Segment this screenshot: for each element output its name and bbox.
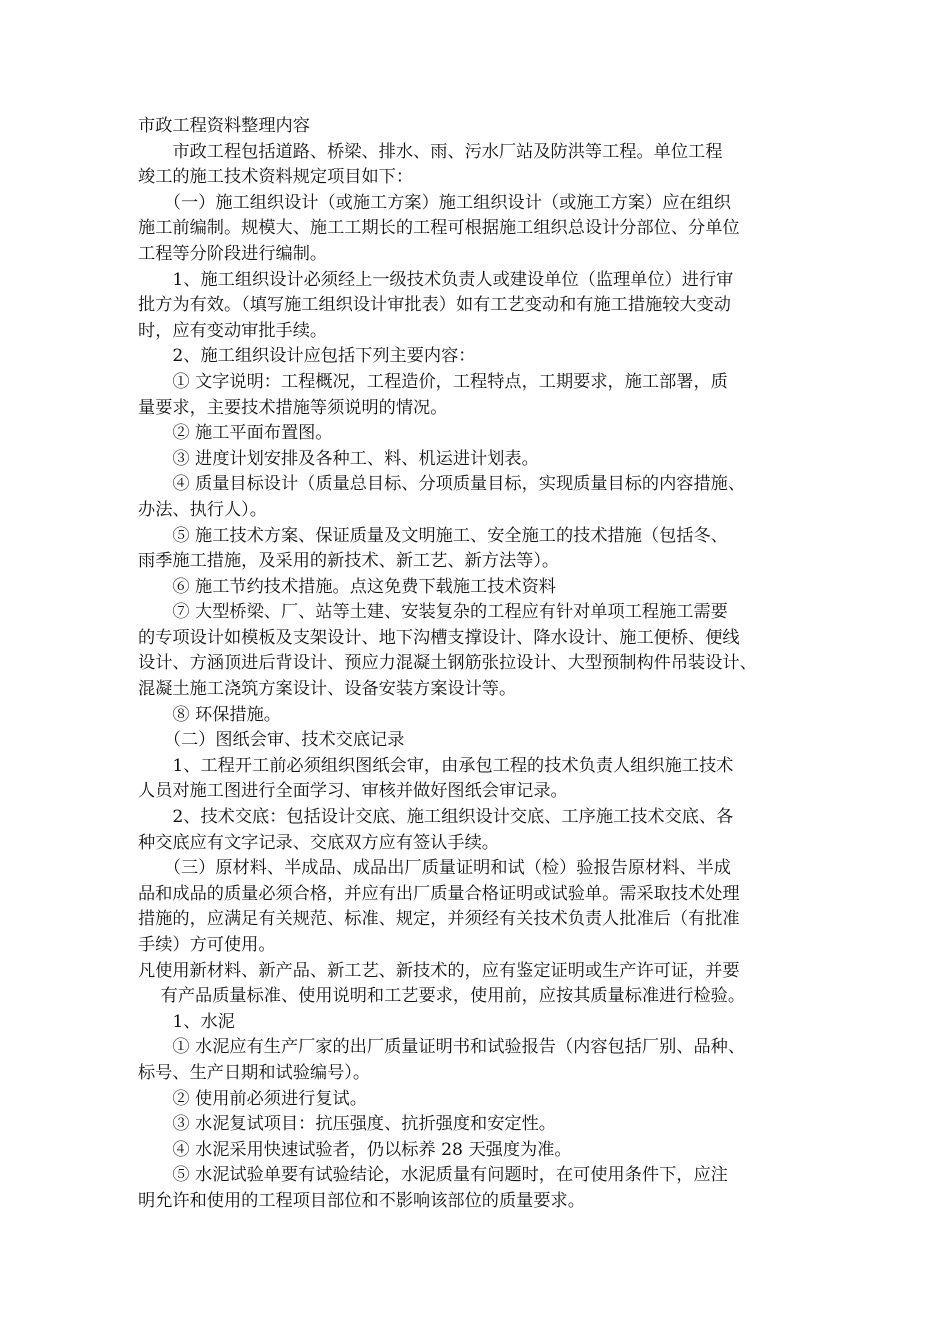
document-title: 市政工程资料整理内容 — [138, 116, 310, 136]
text-line: ⑤ 水泥试验单要有试验结论，水泥质量有问题时，在可使用条件下，应注 — [138, 1165, 728, 1186]
text-line: ⑧ 环保措施。 — [138, 704, 281, 725]
text-line: 施工前编制。规模大、施工工期长的工程可根据施工组织总设计分部位、分单位 — [138, 218, 740, 239]
text-line: 标号、生产日期和试验编号）。 — [138, 1062, 371, 1083]
text-line: 有产品质量标准、使用说明和工艺要求，使用前，应按其质量标准进行检验。 — [138, 986, 746, 1007]
document-body — [138, 114, 828, 1215]
text-line: 明允许和使用的工程项目部位和不影响该部位的质量要求。 — [138, 1190, 585, 1211]
text-line: 品和成品的质量必须合格，并应有出厂质量合格证明或试验单。需采取技术处理 — [138, 883, 740, 904]
text-line: 雨季施工措施，及采用的新技术、新工艺、新方法等）。 — [138, 551, 560, 572]
text-line: ① 水泥应有生产厂家的出厂质量证明书和试验报告（内容包括厂别、品种、 — [138, 1037, 746, 1058]
text-line: 2、技术交底：包括设计交底、施工组织设计交底、工序施工技术交底、各 — [138, 807, 734, 828]
text-line: ② 使用前必须进行复试。 — [138, 1088, 367, 1109]
text-line: ⑤ 施工技术方案、保证质量及文明施工、安全施工的技术措施（包括冬、 — [138, 525, 728, 546]
text-line: 时，应有变动审批手续。 — [138, 320, 328, 341]
text-line: 人员对施工图进行全面学习、审核并做好图纸会审记录。 — [138, 781, 568, 802]
text-line: 1、施工组织设计必须经上一级技术负责人或建设单位（监理单位）进行审 — [138, 269, 734, 290]
text-line: 2、施工组织设计应包括下列主要内容： — [138, 346, 476, 367]
text-line: 措施的，应满足有关规范、标准、规定，并须经有关技术负责人批准后（有批准 — [138, 909, 740, 930]
text-line: 混凝土施工浇筑方案设计、设备安装方案设计等。 — [138, 679, 517, 700]
text-line: ④ 水泥采用快速试验者，仍以标养 28 天强度为准。 — [138, 1139, 572, 1160]
text-line: （一）施工组织设计（或施工方案）施工组织设计（或施工方案）应在组织 — [138, 192, 731, 213]
text-line: 种交底应有文字记录、交底双方应有签认手续。 — [138, 832, 499, 853]
text-line: ③ 进度计划安排及各种工、料、机运进计划表。 — [138, 448, 539, 469]
text-line: 批方为有效。（填写施工组织设计审批表）如有工艺变动和有施工措施较大变动 — [138, 295, 731, 316]
text-line: ⑥ 施工节约技术措施。点这免费下载施工技术资料 — [138, 576, 556, 597]
section-heading: 1、水泥 — [138, 1011, 235, 1032]
text-line: 市政工程包括道路、桥梁、排水、雨、污水厂站及防洪等工程。单位工程 — [138, 141, 723, 162]
text-line: 量要求，主要技术措施等须说明的情况。 — [138, 397, 448, 418]
section-heading: （二）图纸会审、技术交底记录 — [138, 730, 405, 751]
text-line: ③ 水泥复试项目：抗压强度、抗折强度和安定性。 — [138, 1114, 556, 1135]
text-line: 办法、执行人）。 — [138, 499, 267, 520]
text-line: ② 施工平面布置图。 — [138, 423, 333, 444]
text-line: ④ 质量目标设计（质量总目标、分项质量目标，实现质量目标的内容措施、 — [138, 474, 746, 495]
text-line: ① 文字说明：工程概况，工程造价，工程特点，工期要求，施工部署，质 — [138, 371, 728, 392]
text-line: （三）原材料、半成品、成品出厂质量证明和试（检）验报告原材料、半成 — [138, 858, 731, 879]
text-line: 1、工程开工前必须组织图纸会审，由承包工程的技术负责人组织施工技术 — [138, 755, 734, 776]
text-line: 竣工的施工技术资料规定项目如下： — [138, 167, 414, 188]
text-line: 手续）方可使用。 — [138, 935, 276, 955]
text-line: ⑦ 大型桥梁、厂、站等土建、安装复杂的工程应有针对单项工程施工需要 — [138, 602, 728, 623]
text-line: 的专项设计如模板及支架设计、地下沟槽支撑设计、降水设计、施工便桥、便线 — [138, 627, 740, 648]
text-line: 设计、方涵顶进后背设计、预应力混凝土钢筋张拉设计、大型预制构件吊装设计、 — [138, 653, 757, 674]
text-line: 工程等分阶段进行编制。 — [138, 243, 328, 264]
text-line: 凡使用新材料、新产品、新工艺、新技术的，应有鉴定证明或生产许可证，并要 — [138, 960, 740, 981]
